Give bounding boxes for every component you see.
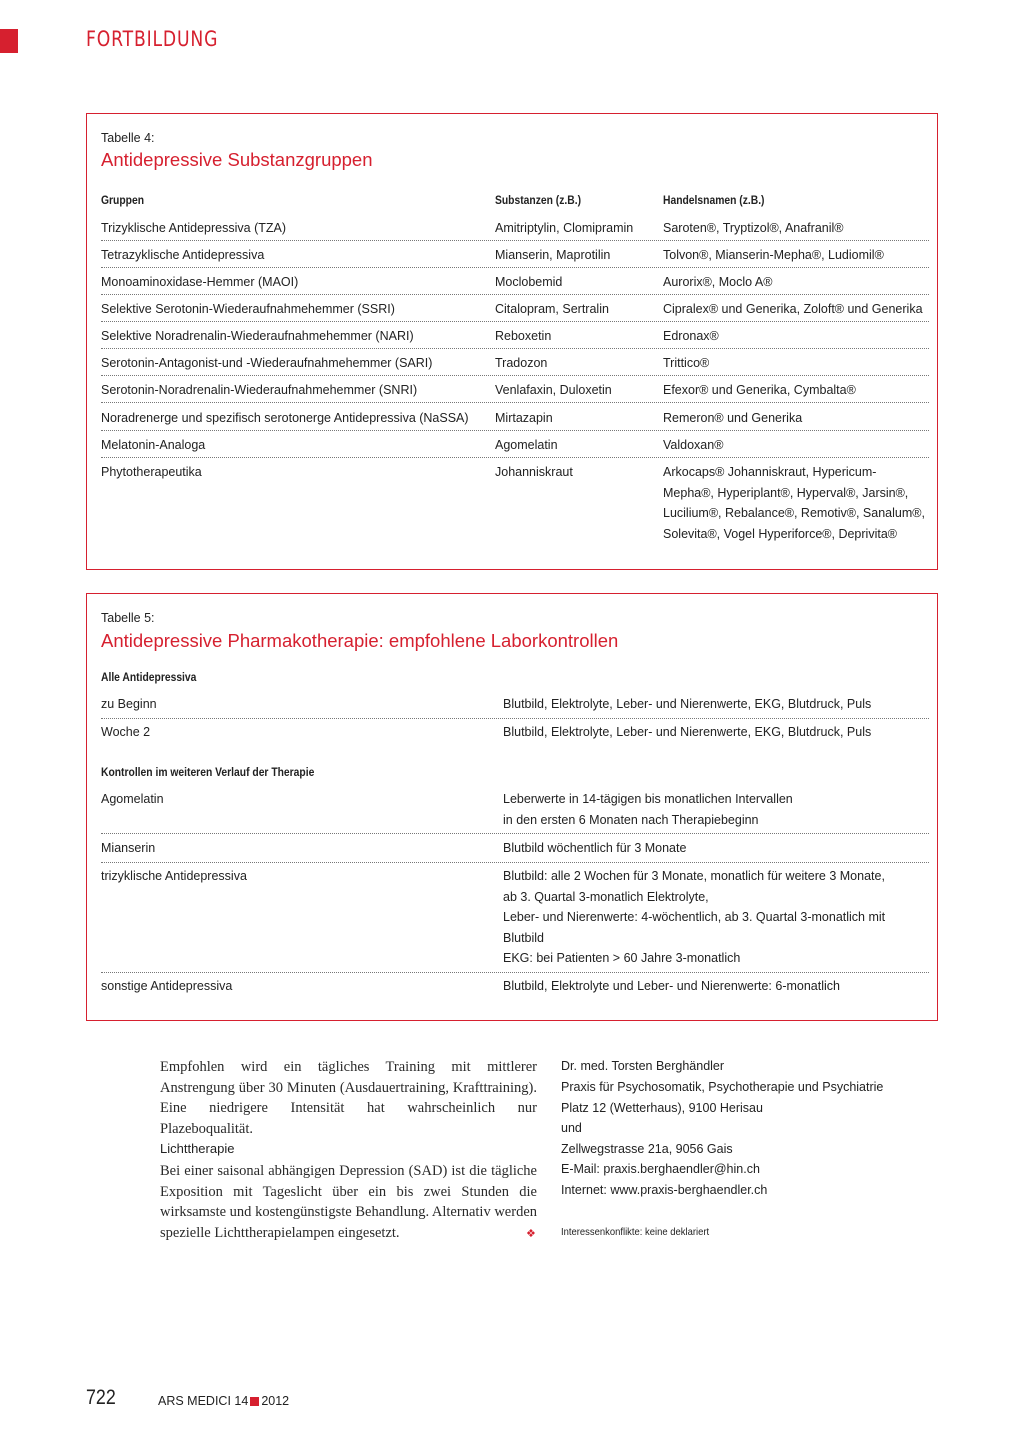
author-address-line: Platz 12 (Wetterhaus), 9100 Herisau: [561, 1100, 763, 1115]
table-5-section-followup: Kontrollen im weiteren Verlauf der Therapie: [101, 765, 315, 779]
table-4-row-divider: [101, 430, 929, 431]
footer-journal: [158, 1394, 289, 1408]
table-4-cell-brand: Trittico®: [663, 356, 710, 370]
table-5-cell-controls: Blutbild, Elektrolyte, Leber- und Nierenwerte, EKG, Blutdruck, Puls: [503, 725, 872, 739]
author-address-line: E-Mail: praxis.berghaendler@hin.ch: [561, 1162, 760, 1177]
table-5-row-divider: [101, 833, 929, 834]
table-4-row-divider: [101, 402, 929, 403]
footer-square-icon: [250, 1397, 259, 1406]
author-address-line: Zellwegstrasse 21a, 9056 Gais: [561, 1141, 733, 1156]
table-4-label: Tabelle 4:: [101, 131, 155, 145]
table-5-cell-controls: Blutbild wöchentlich für 3 Monate: [503, 841, 687, 855]
table-5-cell-timepoint: Woche 2: [101, 725, 151, 739]
table-4-cell-brand: Mepha®, Hyperiplant®, Hyperval®, Jarsin®,: [663, 485, 909, 500]
table-4-header-substances: Substanzen (z.B.): [495, 193, 582, 207]
table-4-cell-brand: Solevita®, Vogel Hyperiforce®, Deprivita®: [663, 526, 897, 541]
page-number: 722: [86, 1386, 116, 1409]
table-4-row-divider: [101, 348, 929, 349]
table-4-cell-brand: Aurorix®, Moclo A®: [663, 275, 773, 289]
author-address-line: Internet: www.praxis-berghaendler.ch: [561, 1183, 768, 1197]
journal-name: ARS MEDICI 14: [158, 1394, 249, 1408]
table-5-cell-controls: Leber- und Nierenwerte: 4-wöchentlich, ab 3. Quartal 3-monatlich mit: [503, 910, 886, 924]
table-4-cell-group: Tetrazyklische Antidepressiva: [101, 248, 265, 262]
table-4-header-groups: Gruppen: [101, 193, 144, 207]
table-5-cell-controls: EKG: bei Patienten > 60 Jahre 3-monatlich: [503, 951, 741, 965]
table-5-row-divider: [101, 718, 929, 719]
author-address-line: und: [561, 1121, 582, 1136]
table-4-cell-substance: Moclobemid: [495, 275, 563, 289]
table-4-cell-group: Phytotherapeutika: [101, 465, 202, 479]
table-4-cell-brand: Edronax®: [663, 329, 719, 343]
table-4-cell-brand: Saroten®, Tryptizol®, Anafranil®: [663, 221, 844, 235]
table-4-cell-brand: Tolvon®, Mianserin-Mepha®, Ludiomil®: [663, 248, 884, 262]
table-4-header-brands: Handelsnamen (z.B.): [663, 193, 765, 207]
table-4-row-divider: [101, 321, 929, 322]
table-5-title: Antidepressive Pharmakotherapie: empfohlene Laborkontrollen: [101, 630, 619, 651]
table-4-cell-brand: Cipralex® und Generika, Zoloft® und Generika: [663, 302, 923, 316]
table-4-cell-substance: Agomelatin: [495, 438, 558, 452]
table-4-title: Antidepressive Substanzgruppen: [101, 149, 373, 170]
table-4-row-divider: [101, 267, 929, 268]
table-4-row-divider: [101, 457, 929, 458]
table-5-cell-controls: in den ersten 6 Monaten nach Therapiebeginn: [503, 812, 759, 827]
table-4-cell-substance: Mianserin, Maprotilin: [495, 248, 611, 262]
table-5-cell-controls: ab 3. Quartal 3-monatlich Elektrolyte,: [503, 889, 709, 904]
body-paragraph-training: Empfohlen wird ein tägliches Training mit mittlerer Anstrengung über 30 Minuten (Ausdauertraining, Krafttraining). Eine niedrigere Intensität hat wahrscheinlich nur Plazeboqualität.: [160, 1059, 537, 1137]
table-5-cell-substance: Mianserin: [101, 841, 156, 855]
table-5-section-all: Alle Antidepressiva: [101, 670, 197, 684]
section-marker: [0, 29, 18, 53]
table-4-cell-substance: Mirtazapin: [495, 411, 553, 425]
table-4-cell-group: Selektive Serotonin-Wiederaufnahmehemmer (SSRI): [101, 302, 395, 316]
table-4-cell-substance: Citalopram, Sertralin: [495, 302, 609, 316]
table-4-cell-substance: Johanniskraut: [495, 465, 573, 479]
table-4-cell-substance: Amitriptylin, Clomipramin: [495, 221, 634, 235]
table-5-cell-controls: Blutbild, Elektrolyte, Leber- und Nierenwerte, EKG, Blutdruck, Puls: [503, 697, 872, 711]
table-4-cell-brand: Valdoxan®: [663, 438, 724, 452]
author-name: Dr. med. Torsten Berghändler: [561, 1059, 725, 1073]
table-4-cell-group: Melatonin-Analoga: [101, 438, 206, 452]
table-4-cell-substance: Tradozon: [495, 356, 548, 370]
table-4-cell-group: Monoaminoxidase-Hemmer (MAOI): [101, 275, 299, 289]
table-5-cell-substance: trizyklische Antidepressiva: [101, 869, 247, 883]
table-4-row-divider: [101, 240, 929, 241]
body-paragraph-lichttherapie: Bei einer saisonal abhängigen Depression (SAD) ist die tägliche Exposition mit Tageslicht über ein bis zwei Stunden die wirksamste und kostengünstigste Behandlung. Alternativ werden spezielle Lichttherapielampen eingesetzt.: [160, 1163, 537, 1241]
table-5-cell-controls: Leberwerte in 14-tägigen bis monatlichen Intervallen: [503, 792, 793, 806]
table-4-cell-group: Noradrenerge und spezifisch serotonerge Antidepressiva (NaSSA): [101, 411, 469, 425]
table-4-row-divider: [101, 375, 929, 376]
section-label: FORTBILDUNG: [86, 27, 219, 51]
table-5-cell-substance: Agomelatin: [101, 792, 164, 806]
table-5-cell-controls: Blutbild: alle 2 Wochen für 3 Monate, monatlich für weitere 3 Monate,: [503, 869, 885, 883]
table-5-cell-timepoint: zu Beginn: [101, 697, 157, 711]
table-5-cell-substance: sonstige Antidepressiva: [101, 979, 233, 993]
table-4-row-divider: [101, 294, 929, 295]
heading-lichttherapie: Lichttherapie: [160, 1141, 235, 1156]
table-4-cell-group: Trizyklische Antidepressiva (TZA): [101, 221, 286, 235]
table-4-box: [86, 113, 938, 570]
table-5-label: Tabelle 5:: [101, 611, 155, 625]
table-5-cell-controls: Blutbild: [503, 930, 544, 945]
table-5-box: [86, 593, 938, 1021]
author-address-line: Praxis für Psychosomatik, Psychotherapie und Psychiatrie: [561, 1080, 884, 1094]
end-mark-icon: ❖: [526, 1228, 536, 1240]
journal-year: 2012: [261, 1394, 290, 1408]
table-4-cell-brand: Arkocaps® Johanniskraut, Hypericum-: [663, 465, 877, 479]
table-5-row-divider: [101, 972, 929, 973]
table-4-cell-group: Selektive Noradrenalin-Wiederaufnahmehemmer (NARI): [101, 329, 414, 343]
table-4-cell-substance: Venlafaxin, Duloxetin: [495, 383, 612, 397]
table-5-cell-controls: Blutbild, Elektrolyte und Leber- und Nierenwerte: 6-monatlich: [503, 979, 840, 993]
table-4-cell-brand: Remeron® und Generika: [663, 411, 803, 425]
table-4-cell-brand: Lucilium®, Rebalance®, Remotiv®, Sanalum®,: [663, 506, 925, 520]
table-4-cell-substance: Reboxetin: [495, 329, 552, 343]
conflict-of-interest: Interessenkonflikte: keine deklariert: [561, 1226, 710, 1238]
table-5-row-divider: [101, 862, 929, 863]
table-4-cell-group: Serotonin-Noradrenalin-Wiederaufnahmehemmer (SNRI): [101, 383, 418, 397]
table-4-cell-brand: Efexor® und Generika, Cymbalta®: [663, 383, 856, 397]
table-4-cell-group: Serotonin-Antagonist-und -Wiederaufnahmehemmer (SARI): [101, 356, 433, 370]
